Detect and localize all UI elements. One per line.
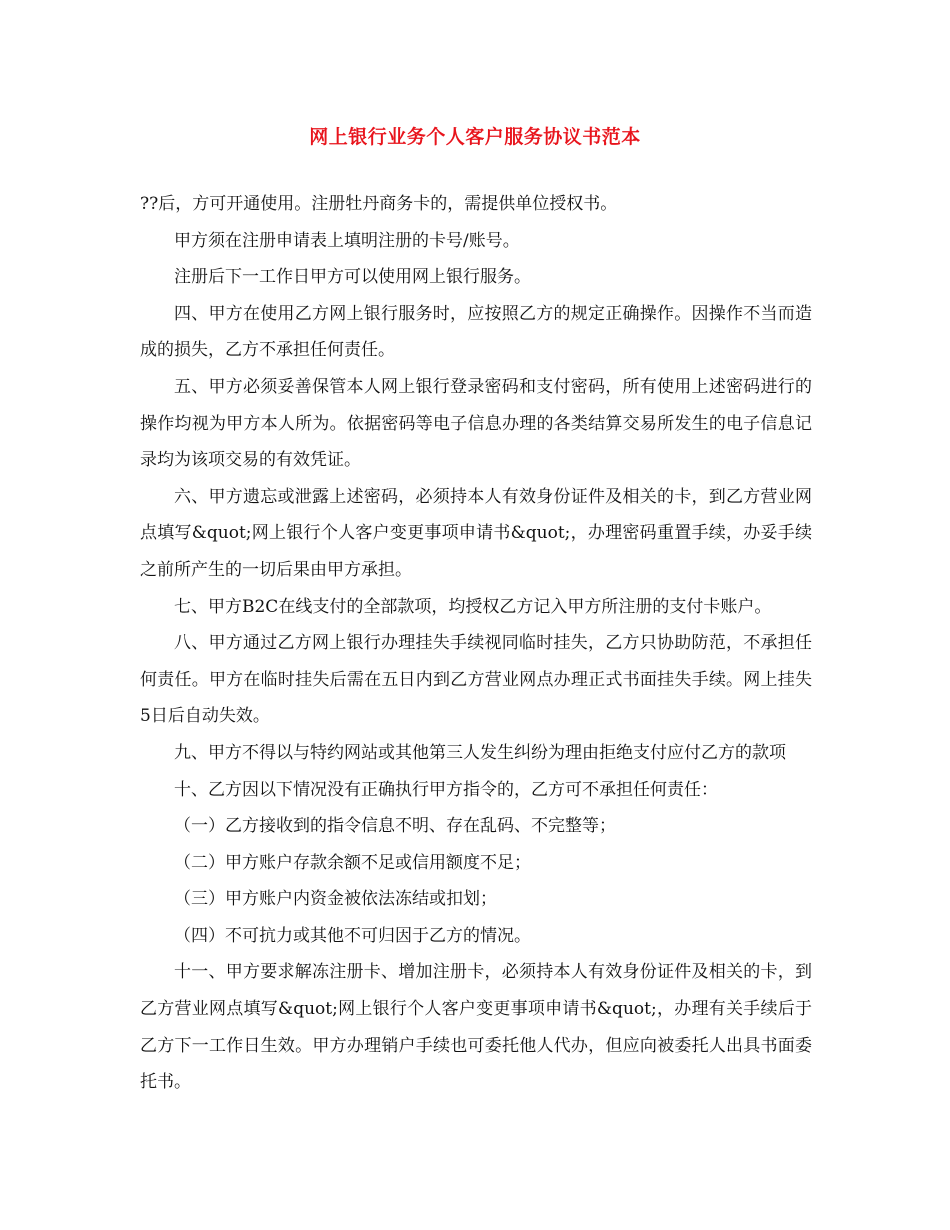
paragraph-clause-10: 十、乙方因以下情况没有正确执行甲方指令的，乙方可不承担任何责任： [174, 779, 718, 800]
paragraph-clause-4: 四、甲方在使用乙方网上银行服务时，应按照乙方的规定正确操作。因操作不当而造成的损失，乙方不承担任何责任。 [140, 303, 812, 361]
paragraph-card-number: 甲方须在注册申请表上填明注册的卡号/账号。 [174, 230, 520, 251]
paragraph-clause-5: 五、甲方必须妥善保管本人网上银行登录密码和支付密码，所有使用上述密码进行的操作均视为甲方本人所为。依据密码等电子信息办理的各类结算交易所发生的电子信息记录均为该项交易的有效凭证。 [140, 376, 812, 471]
paragraph-clause-8: 八、甲方通过乙方网上银行办理挂失手续视同临时挂失，乙方只协助防范，不承担任何责任。甲方在临时挂失后需在五日内到乙方营业网点办理正式书面挂失手续。网上挂失5日后自动失效。 [140, 633, 812, 727]
paragraph-clause-10-item-1: （一）乙方接收到的指令信息不明、存在乱码、不完整等； [174, 816, 616, 837]
paragraph-clause-6: 六、甲方遗忘或泄露上述密码，必须持本人有效身份证件及相关的卡，到乙方营业网点填写&quot;网上银行个人客户变更事项申请书&quot;，办理密码重置手续，办妥手续之前所产生的一切后果由甲方承担。 [140, 486, 812, 580]
paragraph-clause-11: 十一、甲方要求解冻注册卡、增加注册卡，必须持本人有效身份证件及相关的卡，到乙方营业网点填写&quot;网上银行个人客户变更事项申请书&quot;，办理有关手续后于乙方下一工作日生效。甲方办理销户手续也可委托他人代办，但应向被委托人出具书面委托书。 [140, 962, 812, 1093]
paragraph-service-start: 注册后下一工作日甲方可以使用网上银行服务。 [174, 267, 531, 288]
paragraph-clause-10-item-3: （三）甲方账户内资金被依法冻结或扣划； [174, 889, 497, 910]
paragraph-clause-7: 七、甲方B2C在线支付的全部款项，均授权乙方记入甲方所注册的支付卡账户。 [174, 596, 772, 617]
document-body [140, 186, 812, 1101]
paragraph-registration-completion: ??后，方可开通使用。注册牡丹商务卡的，需提供单位授权书。 [140, 194, 618, 214]
paragraph-clause-9: 九、甲方不得以与特约网站或其他第三人发生纠纷为理由拒绝支付应付乙方的款项 [174, 742, 786, 763]
paragraph-clause-10-item-2: （二）甲方账户存款余额不足或信用额度不足； [174, 852, 531, 873]
paragraph-clause-10-item-4: （四）不可抗力或其他不可归因于乙方的情况。 [174, 925, 531, 946]
document-title: 网上银行业务个人客户服务协议书范本 [309, 126, 641, 148]
